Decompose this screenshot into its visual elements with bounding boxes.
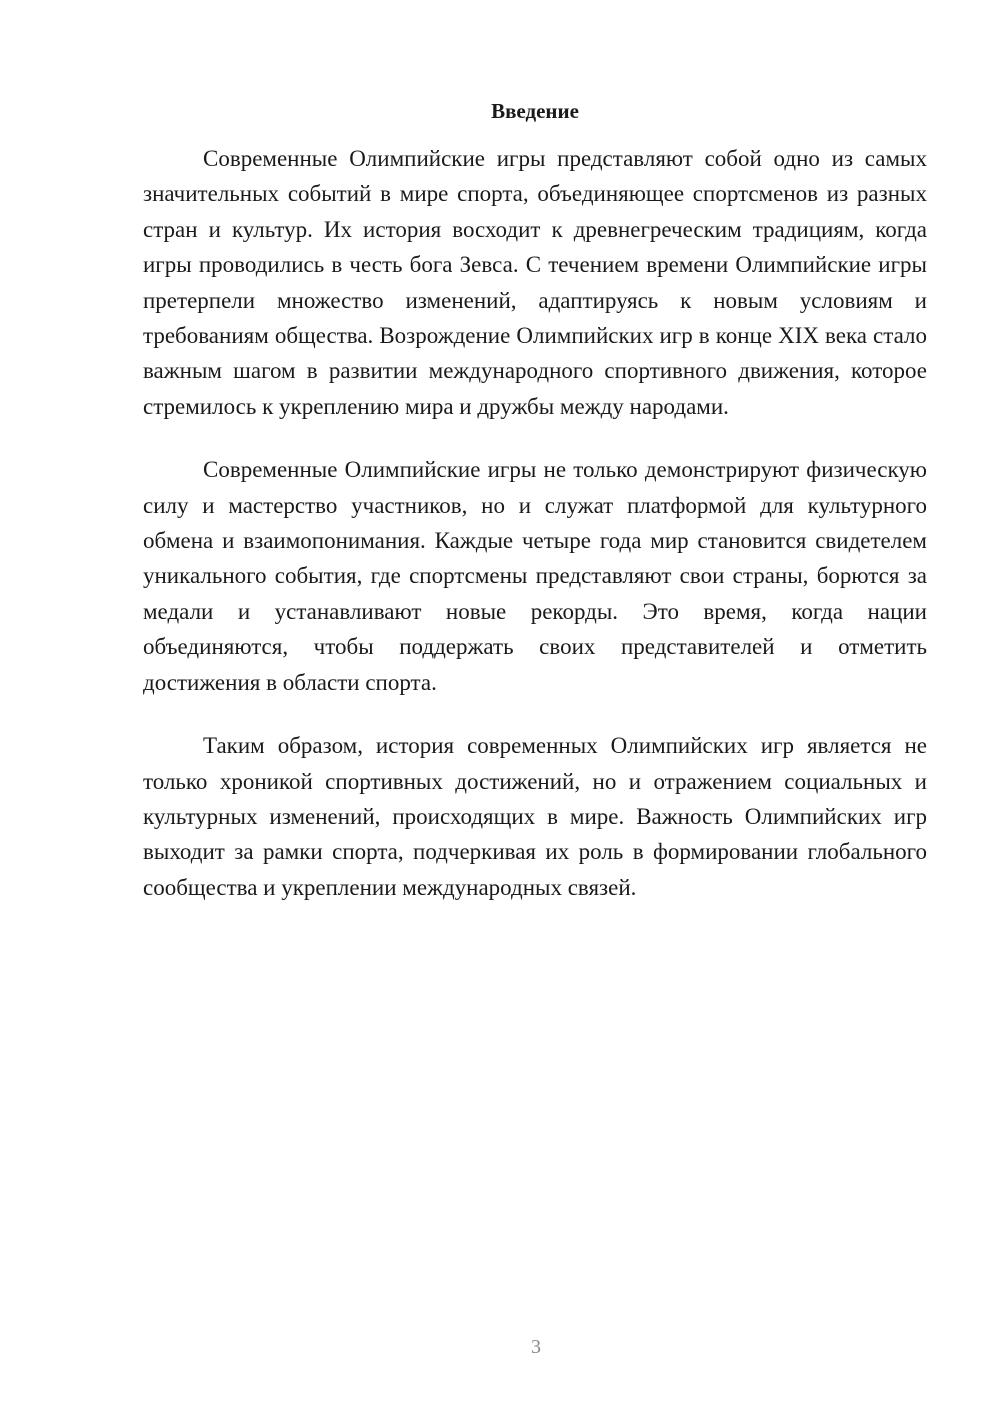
paragraph-3: Таким образом, история современных Олимпийских игр является не только хроникой спортивных достижений, но и отражением социальных и культурных изменений, происходящих в мире. Важность Олимпийских игр выходит за рамки спорта, подчеркивая их роль в формировании глобального сообщества и укреплении международных связей. xyxy=(143,733,927,900)
page-number: 3 xyxy=(531,1336,541,1358)
paragraph-1: Современные Олимпийские игры представляют собой одно из самых значительных событий в мире спорта, объединяющее спортсменов из разных стран и культур. Их история восходит к древнегреческим традициям, когда игры проводились в честь бога Зевса. С течением времени Олимпийские игры претерпели множество изменений, адаптируясь к новым условиям и требованиям общества. Возрождение Олимпийских игр в конце XIX века стало важным шагом в развитии международного спортивного движения, которое стремилось к укреплению мира и дружбы между народами. xyxy=(143,146,927,419)
section-heading: Введение xyxy=(491,99,579,123)
body-text xyxy=(143,141,927,933)
paragraph-2: Современные Олимпийские игры не только демонстрируют физическую силу и мастерство участников, но и служат платформой для культурного обмена и взаимопонимания. Каждые четыре года мир становится свидетелем уникального события, где спортсмены представляют свои страны, борются за медали и устанавливают новые рекорды. Это время, когда нации объединяются, чтобы поддержать своих представителей и отметить достижения в области спорта. xyxy=(143,457,927,695)
